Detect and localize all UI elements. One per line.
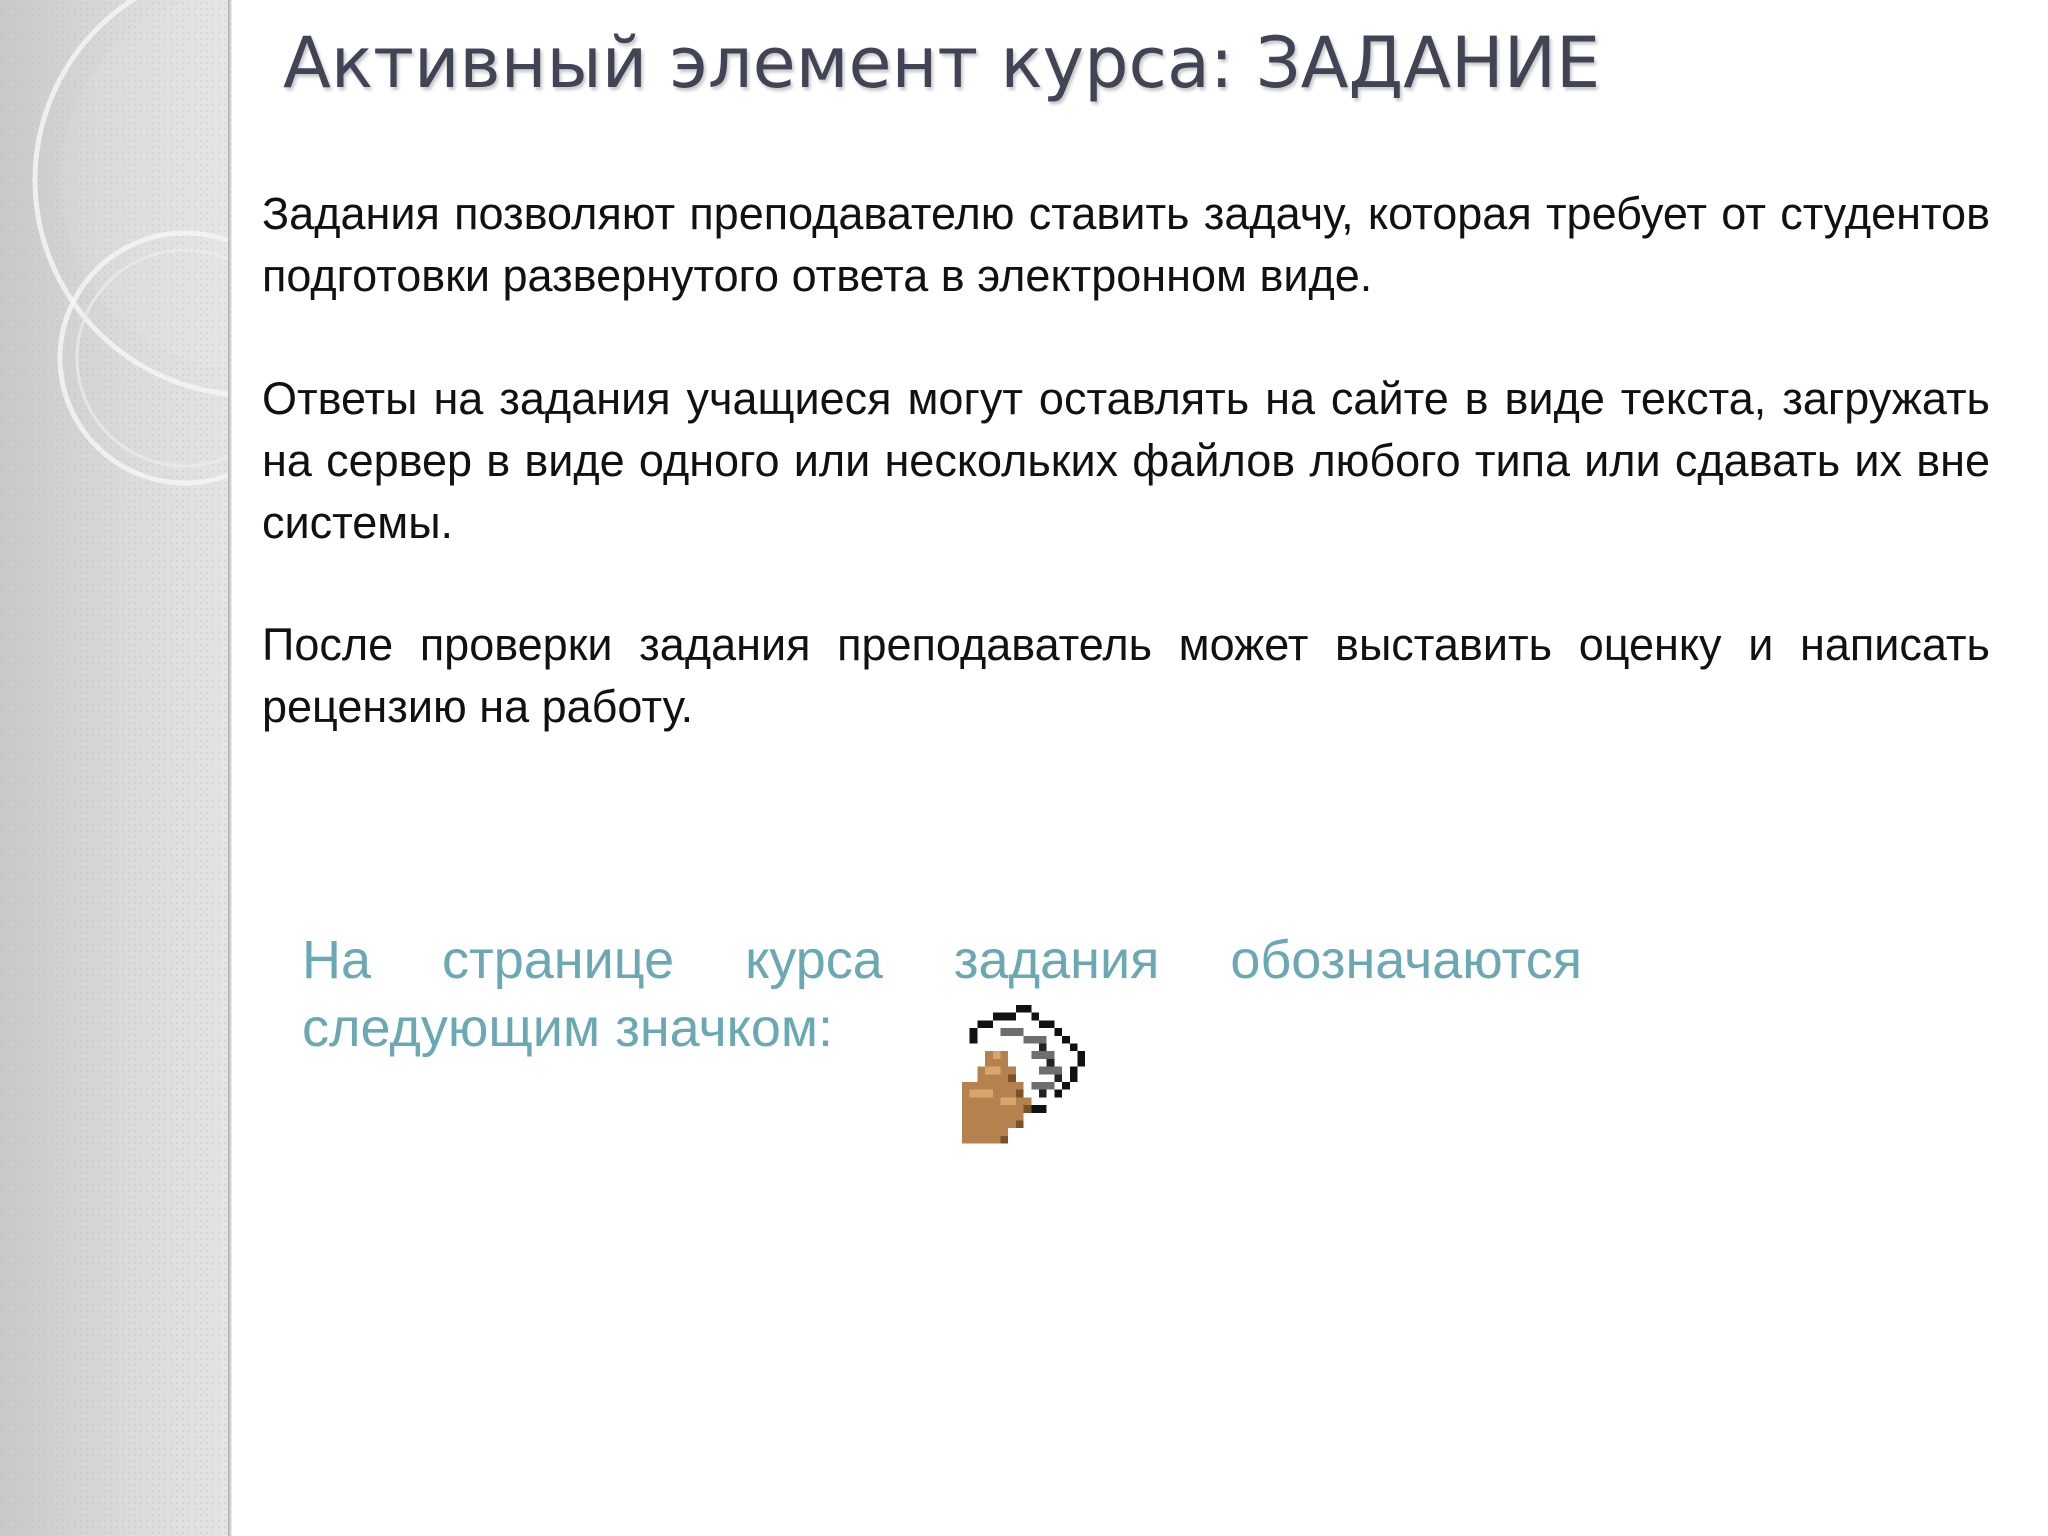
assignment-hand-paper-icon: [962, 1005, 1116, 1159]
side-panel-edge: [228, 0, 232, 1536]
paragraph-assignment-grading: После проверки задания преподаватель может выставить оценку и написать рецензию на работу.: [262, 619, 1990, 732]
paragraph-assignment-purpose: Задания позволяют преподавателю ставить задачу, которая требует от студентов подготовки развернутого ответа в электронном виде.: [262, 188, 1990, 301]
slide-title: Активный элемент курса: ЗАДАНИЕ: [283, 22, 1601, 104]
note-icon-caption: На странице курса задания обозначаются следующим значком:: [302, 930, 1582, 1058]
decorative-rings-icon: [0, 0, 228, 1536]
paragraph-assignment-answers: Ответы на задания учащиеся могут оставлять на сайте в виде текста, загружать на сервер в виде одного или нескольких файлов любого типа или сдавать их вне системы.: [262, 373, 1990, 548]
decorative-side-panel: [0, 0, 228, 1536]
